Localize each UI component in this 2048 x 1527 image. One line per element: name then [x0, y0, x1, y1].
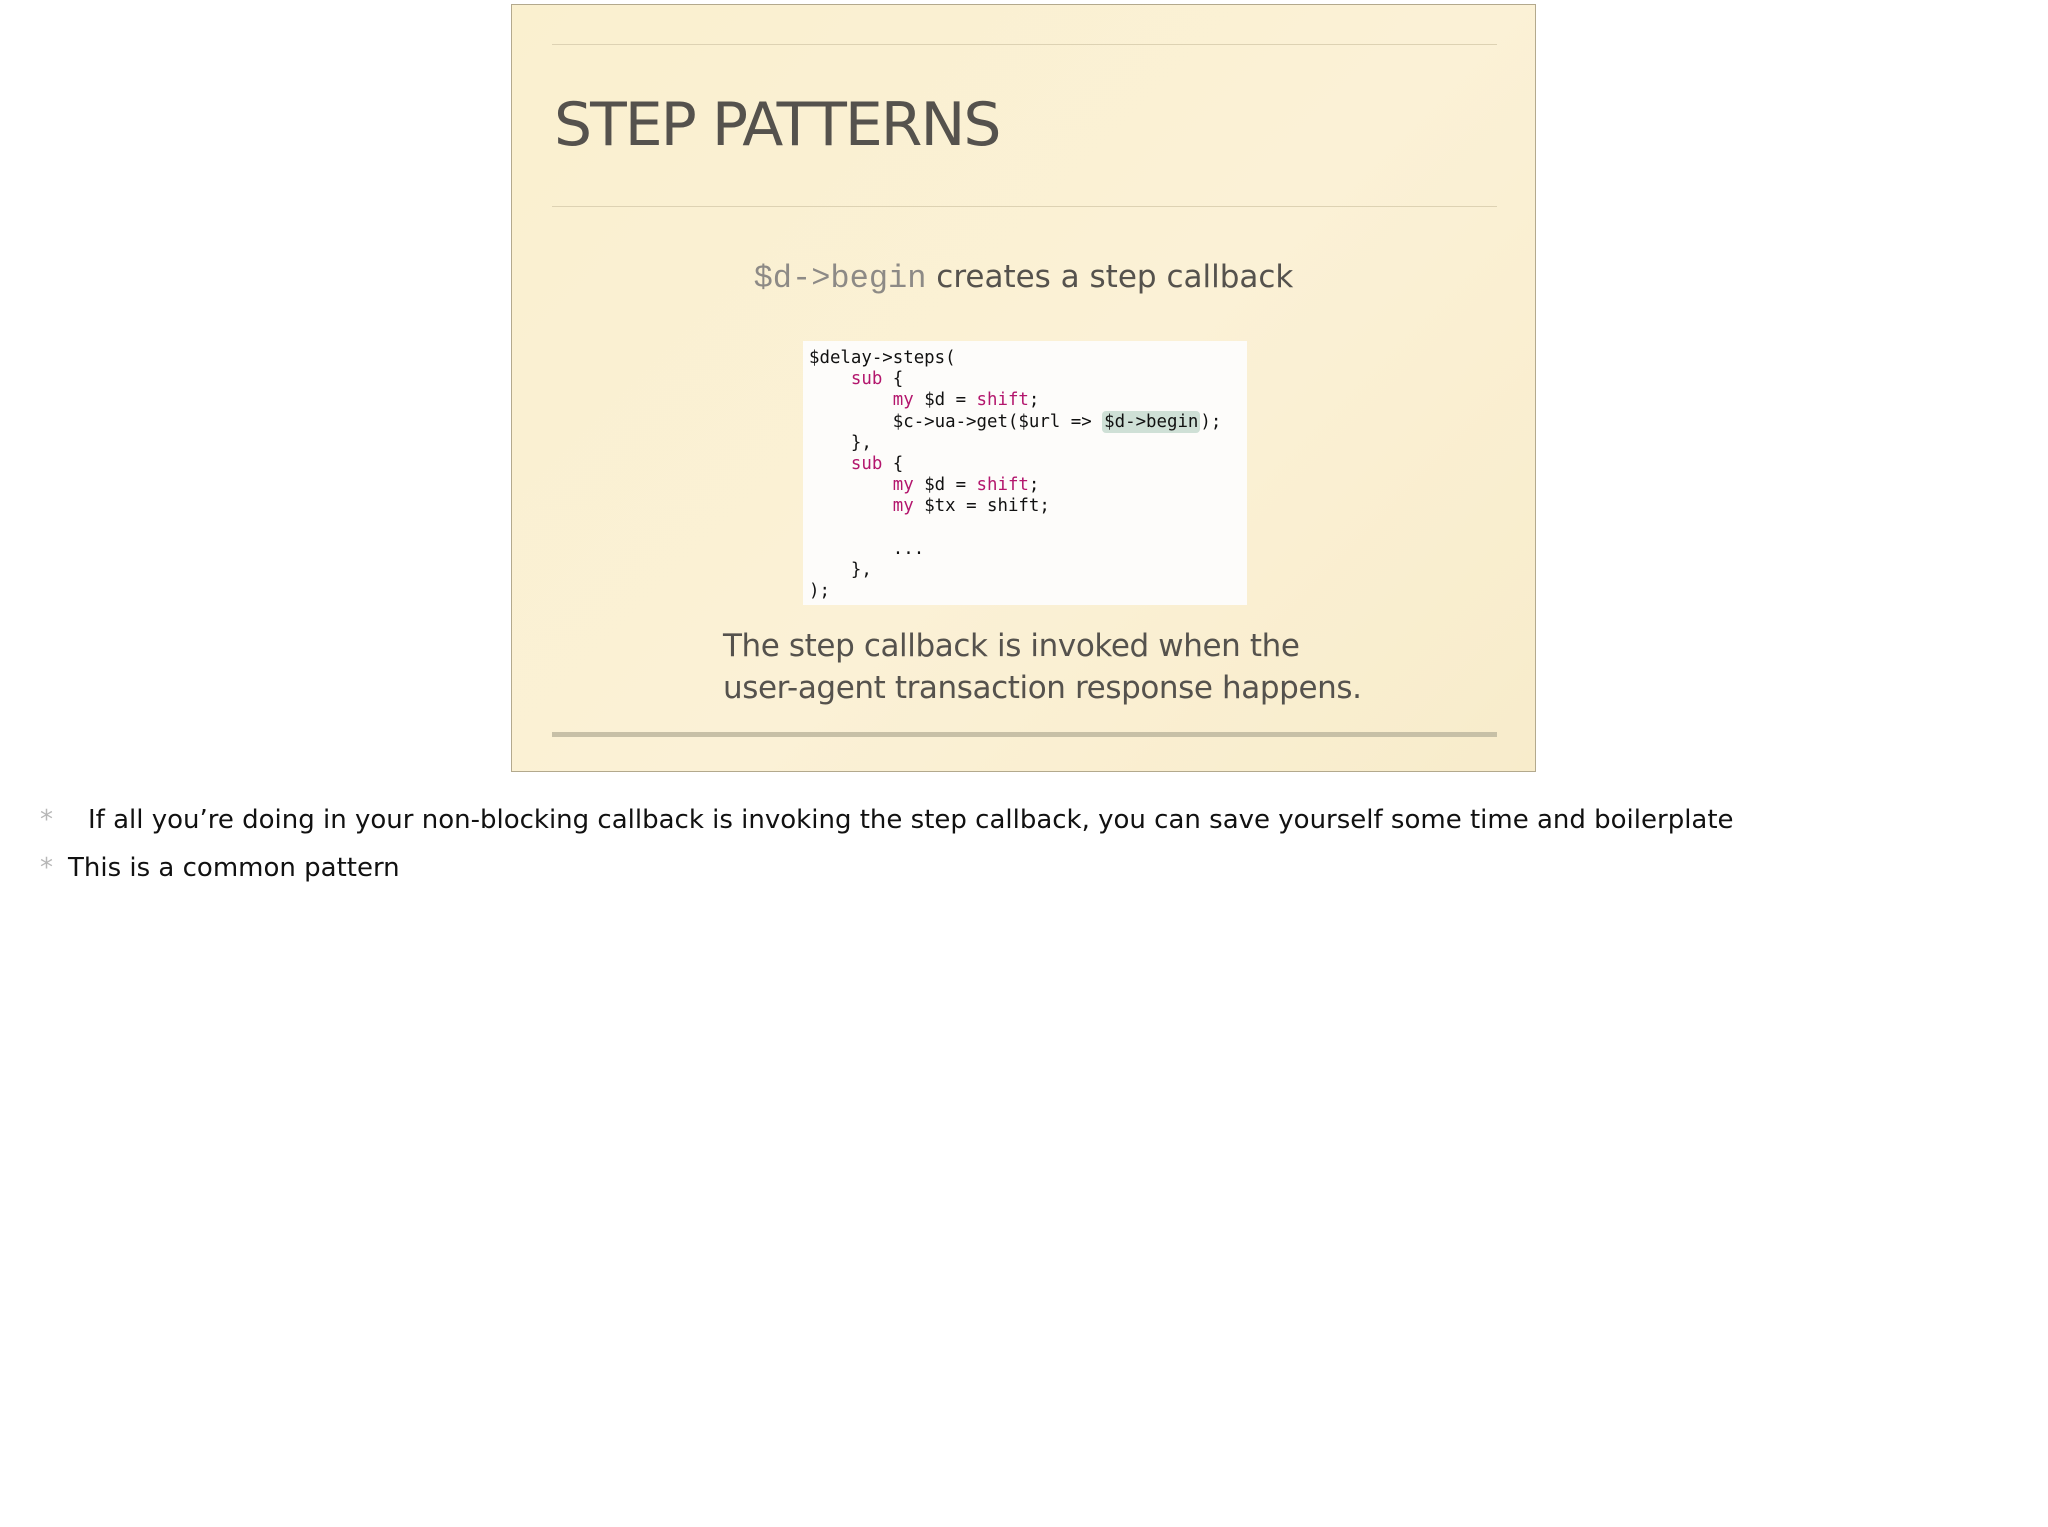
- code-token: $d =: [913, 390, 977, 411]
- slide-bottom-rule: [552, 732, 1497, 737]
- note-text: If all you’re doing in your non-blocking callback is invoking the step callback, you can save yourself some time and boilerplate: [88, 805, 1734, 835]
- code-line: [809, 581, 830, 601]
- code-line: [809, 496, 1050, 516]
- code-text: [809, 348, 1247, 602]
- slide-subtitle: [512, 255, 1535, 301]
- presenter-note: [40, 850, 400, 886]
- code-line: [809, 560, 872, 580]
- slide-title: STEP PATTERNS: [554, 90, 1000, 160]
- code-keyword: sub: [850, 454, 883, 475]
- code-keyword: shift: [976, 475, 1029, 496]
- bullet-star-icon: *: [40, 853, 53, 883]
- code-line: [809, 348, 956, 368]
- body-line: The step callback is invoked when the: [723, 628, 1300, 664]
- code-line: [809, 369, 903, 389]
- code-token: [809, 454, 851, 474]
- subtitle-text: creates a step callback: [926, 259, 1294, 295]
- code-token: $tx = shift;: [913, 496, 1050, 517]
- slide-body-text: [723, 625, 1362, 709]
- code-token: );: [809, 581, 830, 602]
- code-token: [809, 390, 893, 410]
- slide: [511, 4, 1536, 772]
- code-token: ;: [1028, 475, 1040, 496]
- bullet-star-icon: *: [40, 805, 53, 835]
- code-keyword: my: [892, 475, 914, 496]
- code-token: $c->ua->get($url =>: [809, 411, 1103, 432]
- code-line: [809, 454, 903, 474]
- body-line: user-agent transaction response happens.: [723, 670, 1362, 706]
- code-token: [809, 369, 851, 389]
- code-token: $delay->steps(: [809, 348, 956, 368]
- code-snippet: [803, 341, 1247, 605]
- code-token: ;: [1028, 390, 1040, 411]
- code-keyword: sub: [850, 369, 883, 390]
- subtitle-code: $d->begin: [753, 260, 927, 297]
- slide-top-rule: [552, 44, 1497, 45]
- code-token: $d =: [913, 475, 977, 496]
- slide-title-rule: [552, 206, 1497, 207]
- code-line: [809, 390, 1039, 410]
- code-keyword: my: [892, 496, 914, 517]
- code-line: [809, 539, 924, 559]
- code-token: );: [1200, 411, 1222, 432]
- presenter-note: [40, 802, 1734, 838]
- code-token: },: [809, 560, 872, 581]
- code-token: [809, 496, 893, 516]
- code-line: [809, 411, 1221, 433]
- code-keyword: shift: [976, 390, 1029, 411]
- code-token: {: [882, 369, 904, 390]
- code-line: [809, 475, 1039, 495]
- code-line: [809, 433, 872, 453]
- code-highlight: $d->begin: [1104, 411, 1199, 432]
- code-token: {: [882, 454, 904, 475]
- code-token: },: [809, 432, 872, 453]
- code-token: [809, 475, 893, 495]
- note-text: This is a common pattern: [68, 853, 400, 883]
- code-keyword: my: [892, 390, 914, 411]
- code-token: ...: [809, 538, 925, 559]
